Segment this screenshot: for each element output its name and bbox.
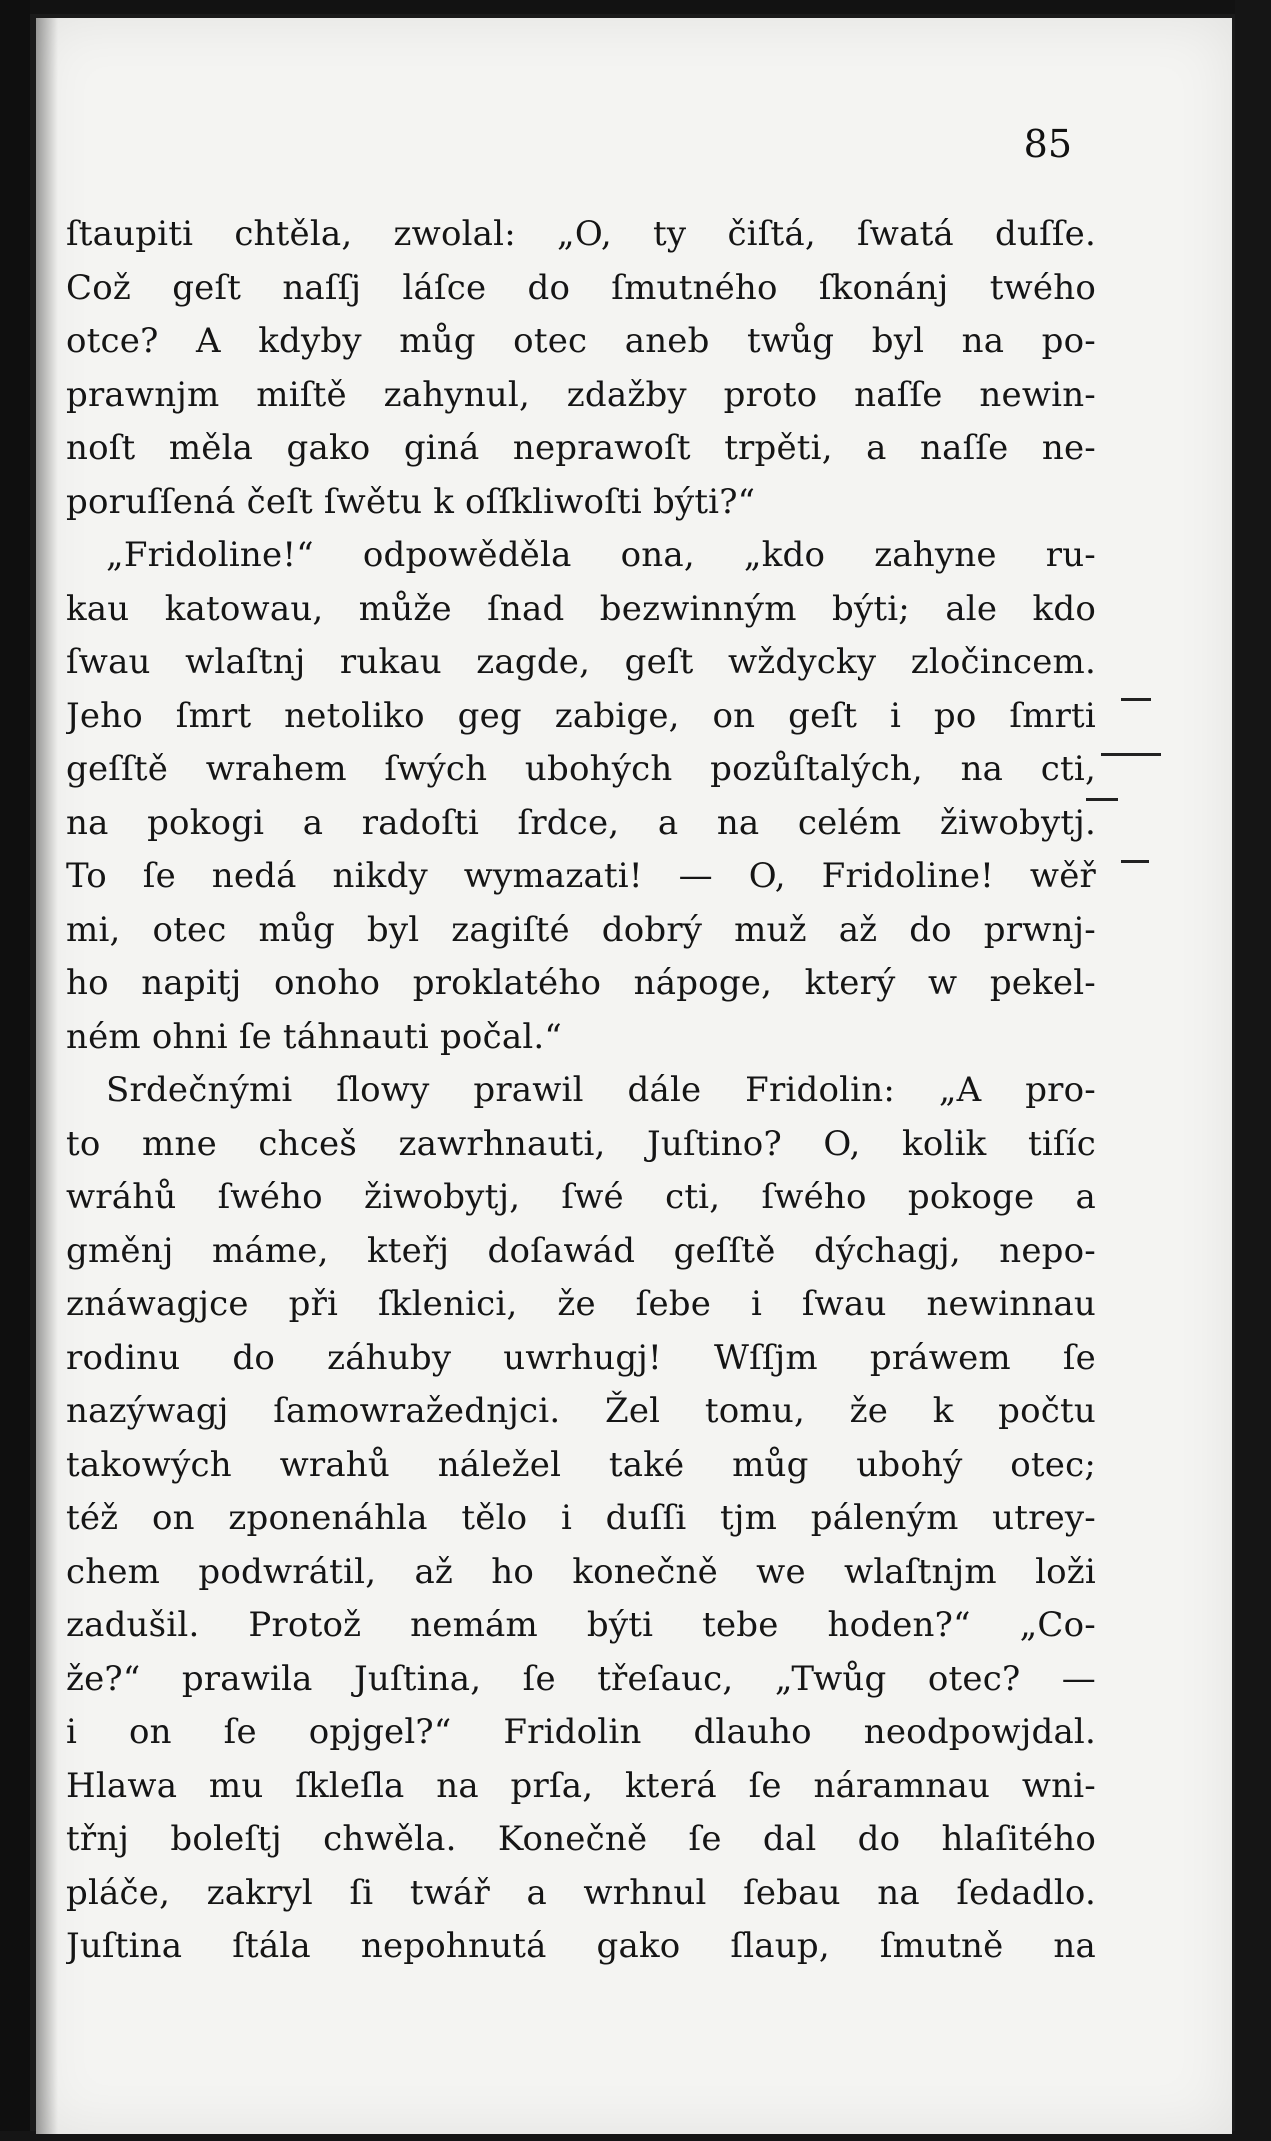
text-line: kau katowau, může ſnad bezwinným býti; ale kdo	[66, 588, 1096, 629]
text-line: poruſſená čeſt ſwětu k oſſkliwoſti býti?“	[66, 481, 756, 522]
text-line: wráhů ſwého žiwobytj, ſwé cti, ſwého pokoge a	[66, 1177, 1096, 1217]
text-line: ho napitj onoho proklatého nápoge, který w pekel-	[66, 963, 1096, 1003]
text-line: to mne chceš zawrhnauti, Juſtino? O, kolik tiſíc	[66, 1123, 1096, 1164]
text-line: Juſtina ſtála nepohnutá gako ſlaup, ſmutně na	[66, 1926, 1096, 1966]
text-line: mi, otec můg byl zagiſté dobrý muž až do prwnj-	[66, 909, 1096, 950]
text-line: noſt měla gako giná neprawoſt trpěti, a naſſe ne-	[66, 428, 1096, 468]
spine-shadow	[36, 18, 58, 2134]
text-line: že?“ prawila Juſtina, ſe třeſauc, „Twůg otec? —	[66, 1658, 1096, 1699]
scan-border-top	[0, 0, 1271, 14]
text-line: gměnj máme, kteřj doſawád geſſtě dýchagj, nepo-	[66, 1230, 1096, 1271]
text-line: takowých wrahů náležel také můg ubohý otec;	[66, 1444, 1096, 1485]
margin-mark	[1121, 860, 1149, 863]
text-line: znáwagjce při ſklenici, že ſebe i ſwau newinnau	[66, 1284, 1096, 1324]
text-line: zadušil. Protož nemám býti tebe hoden?“ „Co-	[66, 1605, 1096, 1645]
text-line: pláče, zakryl ſi twář a wrhnul ſebau na ſedadlo.	[66, 1872, 1096, 1913]
text-line: ſwau wlaſtnj rukau zagde, geſt wždycky zločincem.	[66, 642, 1096, 682]
text-line: Jeho ſmrt netoliko geg zabige, on geſt i po ſmrti	[66, 695, 1096, 736]
text-line: i on ſe opjgel?“ Fridolin dlauho neodpowjdal.	[66, 1712, 1096, 1752]
text-line: Hlawa mu ſkleſla na prſa, která ſe náramnau wni-	[66, 1765, 1096, 1806]
text-line: též on zponenáhla tělo i duſſi tjm páleným utrey-	[66, 1498, 1096, 1538]
text-line: na pokogi a radoſti ſrdce, a na celém žiwobytj.	[66, 802, 1096, 843]
scan-border-right	[1235, 0, 1271, 2141]
text-line: prawnjm miſtě zahynul, zdažby proto naſſe newin-	[66, 374, 1096, 415]
text-line: Což geſt naſſj láſce do ſmutného ſkonánj twého	[66, 267, 1096, 308]
text-line: ſtaupiti chtěla, zwolal: „O, ty čiſtá, ſwatá duſſe.	[66, 214, 1096, 254]
scan-border-left	[0, 0, 30, 2141]
text-line: ném ohni ſe táhnauti počal.“	[66, 1016, 562, 1057]
text-line: nazýwagj ſamowražednjci. Žel tomu, že k počtu	[66, 1391, 1096, 1431]
text-line: otce? A kdyby můg otec aneb twůg byl na po-	[66, 321, 1096, 361]
book-page	[36, 18, 1232, 2134]
margin-mark	[1086, 798, 1118, 801]
text-line: „Fridoline!“ odpowěděla ona, „kdo zahyne ru-	[106, 535, 1096, 575]
margin-mark	[1121, 698, 1151, 701]
text-line: chem podwrátil, až ho konečně we wlaſtnjm loži	[66, 1551, 1096, 1592]
text-block	[66, 208, 1096, 1974]
text-line: třnj boleſtj chwěla. Konečně ſe dal do hlaſitého	[66, 1819, 1096, 1859]
text-line: Srdečnými ſlowy prawil dále Fridolin: „A pro-	[106, 1070, 1096, 1110]
margin-mark	[1101, 753, 1161, 756]
page-number: 85	[1023, 122, 1072, 166]
text-line: To ſe nedá nikdy wymazati! — O, Fridoline! wěř	[66, 856, 1096, 896]
text-line: geſſtě wrahem ſwých ubohých pozůſtalých, na cti,	[66, 749, 1096, 789]
text-line: rodinu do záhuby uwrhugj! Wſſjm práwem ſe	[66, 1337, 1096, 1378]
